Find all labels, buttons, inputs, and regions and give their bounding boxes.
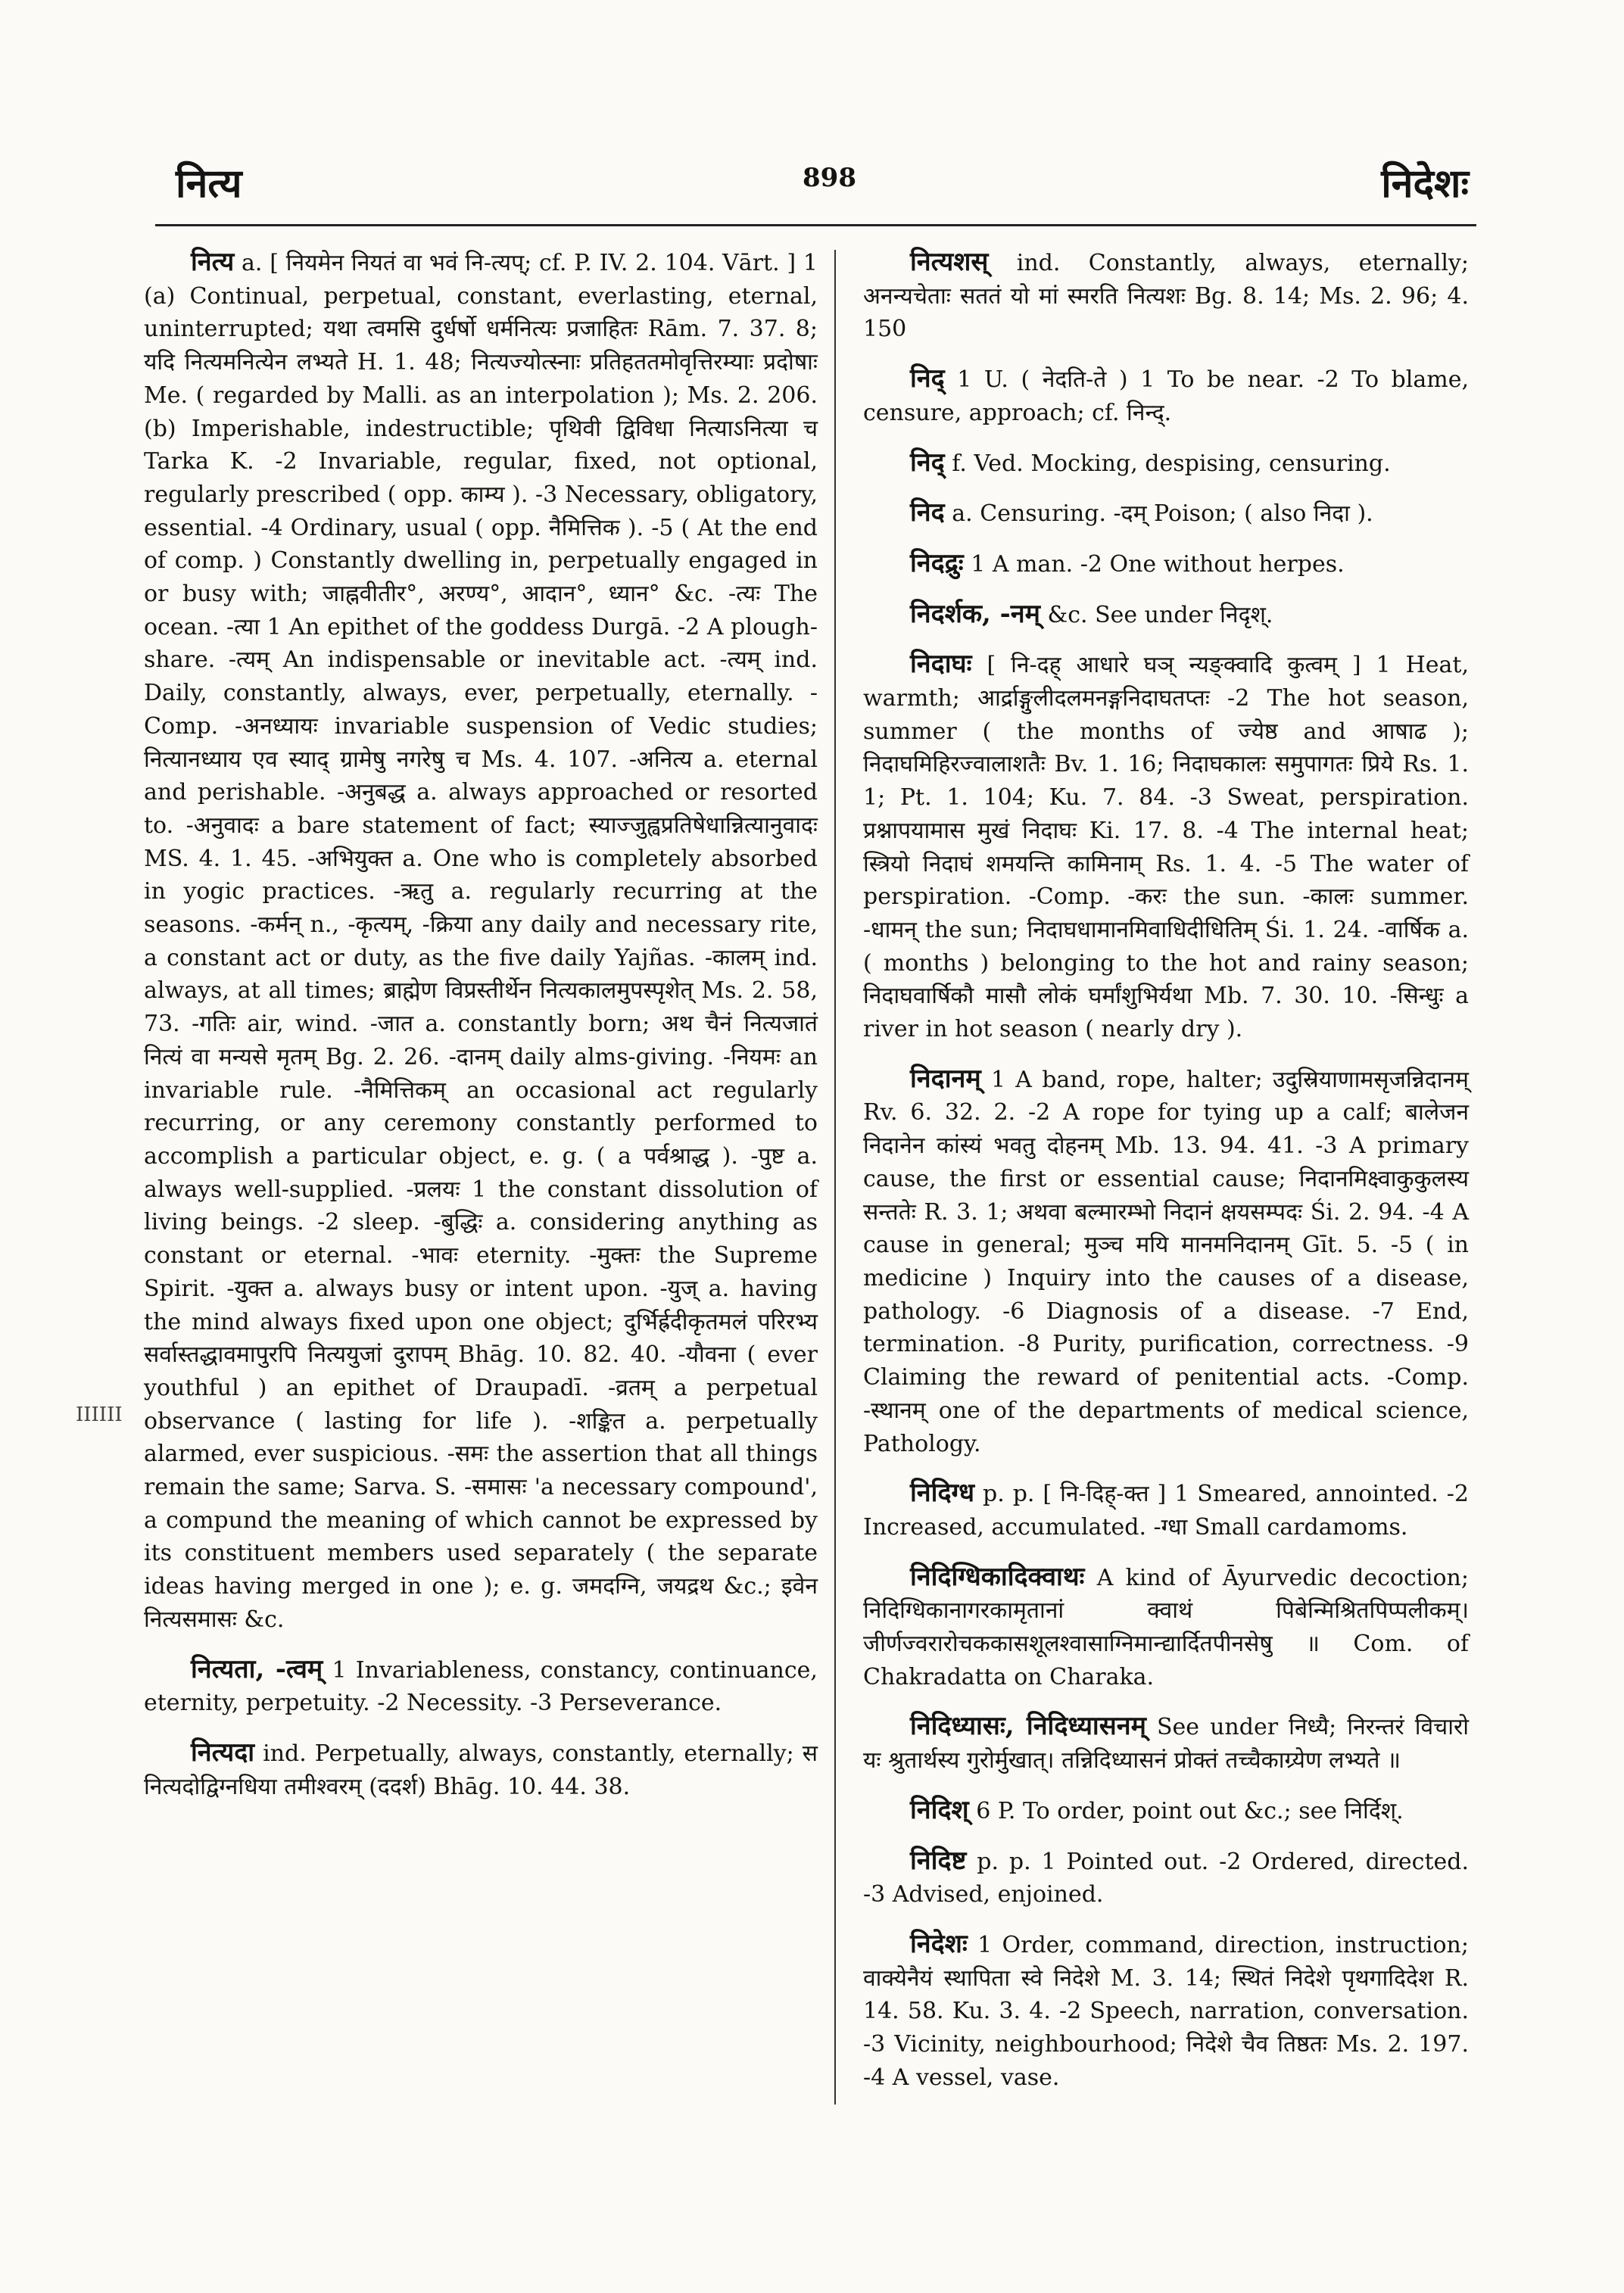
entry-definition: f. Ved. Mocking, despising, censuring. — [952, 450, 1391, 477]
entry-headword: नित्यता, -त्वम् — [191, 1653, 323, 1684]
dictionary-entry — [863, 1845, 1469, 1911]
entry-headword: नित्यदा — [191, 1737, 255, 1768]
dictionary-entry — [144, 246, 818, 1637]
entry-headword: नित्यशस् — [910, 247, 989, 277]
entry-definition: a. [ नियमेन नियतं वा भवं नि-त्यप्; cf. P. IV. 2. 104. Vārt. ] 1 (a) Continual, perpetual, constant, everlasting, eternal, uninterrupted; यथा त्वमसि दुर्धर्षो धर्मनित्यः प्रजाहितः Rām. 7. 37. 8; यदि नित्यमनित्येन लभ्यते H. 1. 48; नित्यज्योत्स्नाः प्रतिहततमोवृत्तिरम्याः प्रदोषाः Me. ( regarded by Malli. as an interpolation ); Ms. 2. 206. (b) Imperishable, indestructible; पृथिवी द्विविधा नित्याऽनित्या च Tarka K. -2 Invariable, regular, fixed, not optional, regularly prescribed ( opp. काम्य ). -3 Necessary, obligatory, essential. -4 Ordinary, usual ( opp. नैमित्तिक ). -5 ( At the end of comp. ) Constantly dwelling in, perpetually engaged in or busy with; जाह्नवीतीर°, अरण्य°, आदान°, ध्यान° &c. -त्यः The ocean. -त्या 1 An epithet of the goddess Durgā. -2 A plough-share. -त्यम् An indispensable or inevitable act. -त्यम् ind. Daily, constantly, always, ever, perpetually, eternally. -Comp. -अनध्यायः invariable suspension of Vedic studies; नित्यानध्याय एव स्याद् ग्रामेषु नगरेषु च Ms. 4. 107. -अनित्य a. eternal and perishable. -अनुबद्ध a. always approached or resorted to. -अनुवादः a bare statement of fact; स्याज्जुह्वप्रतिषेधान्नित्यानुवादः MS. 4. 1. 45. -अभियुक्त a. One who is completely absorbed in yogic practices. -ऋतु a. regularly recurring at the seasons. -कर्मन् n., -कृत्यम्, -क्रिया any daily and necessary rite, a constant act or duty, as the five daily Yajñas. -कालम् ind. always, at all times; ब्राह्मेण विप्रस्तीर्थेन नित्यकालमुपस्पृशेत् Ms. 2. 58, 73. -गतिः air, wind. -जात a. constantly born; अथ चैनं नित्यजातं नित्यं वा मन्यसे मृतम् Bg. 2. 26. -दानम् daily alms-giving. -नियमः an invariable rule. -नैमित्तिकम् an occasional act regularly recurring, or any ceremony constantly performed to accomplish a particular object, e. g. ( a पर्वश्राद्ध ). -पुष्ट a. always well-supplied. -प्रलयः 1 the constant dissolution of living beings. -2 sleep. -बुद्धिः a. considering anything as constant or eternal. -भावः eternity. -मुक्तः the Supreme Spirit. -युक्त a. always busy or intent upon. -युज् a. having the mind always fixed upon one object; दुर्भिर्ह्रदीकृतमलं परिरभ्य सर्वास्तद्धावमापुरपि नित्ययुजां दुरापम् Bhāg. 10. 82. 40. -यौवना ( ever youthful ) an epithet of Draupadī. -व्रतम् a perpetual observance ( lasting for life ). -शङ्कित a. perpetually alarmed, ever suspicious. -समः the assertion that all things remain the same; Sarva. S. -समासः 'a necessary compound', a compund the meaning of which cannot be expressed by its constituent members used separately ( the separate ideas having merged in one ); e. g. जमदग्नि, जयद्रथ &c.; इवेन नित्यसमासः &c. — [144, 250, 818, 1633]
entry-definition: A kind of Āyurvedic decoction; निदिग्धिकानागरकामृतानां क्वाथं पिबेन्मिश्रितपिप्पलीकम्। जीर्णज्वरारोचककासशूलश्वासाग्निमान्द्यार्दितपीनसेषु ॥ Com. of Chakradatta on Charaka. — [863, 1564, 1469, 1690]
header-left-guide-word: नित्य — [176, 160, 242, 207]
entry-definition: p. p. 1 Pointed out. -2 Ordered, directed. -3 Advised, enjoined. — [863, 1848, 1470, 1908]
header-right-guide-word: निदेशः — [1381, 160, 1469, 207]
margin-mark: ⅠⅠⅠⅠⅠⅠ — [76, 1404, 123, 1426]
entry-definition: &c. See under निदृश्. — [1047, 601, 1273, 628]
entry-headword: निदानम् — [910, 1063, 981, 1094]
entry-definition: 6 P. To order, point out &c.; see निर्दिश्. — [976, 1797, 1404, 1824]
header-rule — [155, 224, 1476, 226]
dictionary-entry — [863, 447, 1469, 481]
entry-headword: निदद्रुः — [910, 547, 964, 578]
entry-definition: ind. Perpetually, always, constantly, eternally; स नित्यदोद्विग्नधिया तमीश्वरम् (ददर्श) Bhāg. 10. 44. 38. — [144, 1740, 818, 1800]
entry-headword: निदिष्ट — [910, 1845, 967, 1876]
entry-definition: 1 Order, command, direction, instruction; वाक्येनैयं स्थापिता स्वे निदेशे M. 3. 14; स्थितं निदेशे पृथगादिदेश R. 14. 58. Ku. 3. 4. -2 Speech, narration, conversation. -3 Vicinity, neighbourhood; निदेशे चैव तिष्ठतः Ms. 2. 197. -4 A vessel, vase. — [863, 1931, 1469, 2091]
dictionary-entry — [863, 598, 1469, 632]
dictionary-entry — [863, 497, 1469, 531]
entry-definition: 1 A man. -2 One without herpes. — [971, 550, 1345, 578]
entry-headword: निदिश् — [910, 1794, 969, 1825]
entry-headword: निदिग्ध — [910, 1478, 974, 1509]
dictionary-entry — [144, 1737, 818, 1803]
dictionary-entry — [863, 1477, 1469, 1544]
dictionary-entry — [863, 246, 1469, 346]
entry-headword: निदेशः — [910, 1928, 968, 1959]
right-column — [863, 246, 1469, 2111]
dictionary-entry — [863, 648, 1469, 1045]
entry-headword: निदिध्यासः, निदिध्यासनम् — [910, 1711, 1146, 1742]
dictionary-entry — [863, 1794, 1469, 1828]
entry-definition: 1 A band, rope, halter; उदुस्रियाणामसृजन्निदानम् Rv. 6. 32. 2. -2 A rope for tying up a calf; बालेजन निदानेन कांस्यं भवतु दोहनम् Mb. 13. 94. 41. -3 A primary cause, the first or essential cause; निदानमिक्ष्वाकुकुलस्य सन्ततेः R. 3. 1; अथवा बल्मारम्भो निदानं क्षयसम्पदः Śi. 2. 94. -4 A cause in general; मुञ्च मयि मानमनिदानम् Gīt. 5. -5 ( in medicine ) Inquiry into the causes of a disease, pathology. -6 Diagnosis of a disease. -7 End, termination. -8 Purity, purification, correctness. -9 Claiming the reward of penitential acts. -Comp. -स्थानम् one of the departments of medical science, Pathology. — [863, 1066, 1469, 1457]
dictionary-entry — [863, 547, 1469, 581]
entry-headword: निद् — [910, 363, 945, 394]
entry-definition: p. p. [ नि-दिह्-क्त ] 1 Smeared, annointed. -2 Increased, accumulated. -ग्धा Small cardamoms. — [863, 1481, 1469, 1541]
dictionary-entry — [863, 1561, 1469, 1694]
entry-headword: नित्य — [191, 247, 235, 277]
left-column — [144, 246, 818, 1820]
entry-headword: निदिग्धिकादिक्वाथः — [910, 1561, 1085, 1592]
dictionary-entry — [144, 1653, 818, 1720]
dictionary-entry — [863, 363, 1469, 429]
dictionary-entry — [863, 1928, 1469, 2095]
entry-definition: a. Censuring. -दम् Poison; ( also निदा ). — [952, 500, 1373, 528]
dictionary-entry — [863, 1710, 1469, 1777]
entry-headword: निद — [910, 497, 945, 528]
dictionary-entry — [863, 1063, 1469, 1460]
entry-definition: 1 U. ( नेदति-ते ) 1 To be near. -2 To blame, censure, approach; cf. निन्द्. — [863, 366, 1469, 426]
column-divider — [834, 250, 836, 2105]
entry-headword: निदाघः — [910, 649, 972, 680]
entry-headword: निद् — [910, 447, 945, 478]
entry-definition: See under निध्यै; निरन्तरं विचारो यः श्रुतार्थस्य गुरोर्मुखात्। तन्निदिध्यासनं प्रोक्तं तच्चैकाग्र्येण लभ्यते ॥ — [863, 1714, 1469, 1774]
page-number: 898 — [803, 163, 856, 193]
entry-definition: [ नि-दह् आधारे घञ् न्यङ्क्वादि कुत्वम् ] 1 Heat, warmth; आर्द्राङ्गुलीदलमनङ्गनिदाघतप्तः -2 The hot season, summer ( the months of ज्येष्ठ and आषाढ ); निदाघमिहिरज्वालाशतैः Bv. 1. 16; निदाघकालः समुपागतः प्रिये Rs. 1. 1; Pt. 1. 104; Ku. 7. 84. -3 Sweat, perspiration. प्रश्नापयामास मुखं निदाघः Ki. 17. 8. -4 The internal heat; स्त्रियो निदाघं शमयन्ति कामिनाम् Rs. 1. 4. -5 The water of perspiration. -Comp. -करः the sun. -कालः summer. -धामन् the sun; निदाघधामानमिवाधिदीधितिम् Śi. 1. 24. -वार्षिक a. ( months ) belonging to the hot and rainy season; निदाघवार्षिकौ मासौ लोकं घर्मांशुभिर्यथा Mb. 7. 30. 10. -सिन्धुः a river in hot season ( nearly dry ). — [863, 652, 1469, 1043]
entry-headword: निदर्शक, -नम् — [910, 598, 1040, 629]
entry-definition: ind. Constantly, always, eternally; अनन्यचेताः सततं यो मां स्मरति नित्यशः Bg. 8. 14; Ms. 2. 96; 4. 150 — [863, 250, 1469, 343]
entry-definition: 1 Invariableness, constancy, continuance, eternity, perpetuity. -2 Necessity. -3 Perseverance. — [144, 1656, 818, 1717]
